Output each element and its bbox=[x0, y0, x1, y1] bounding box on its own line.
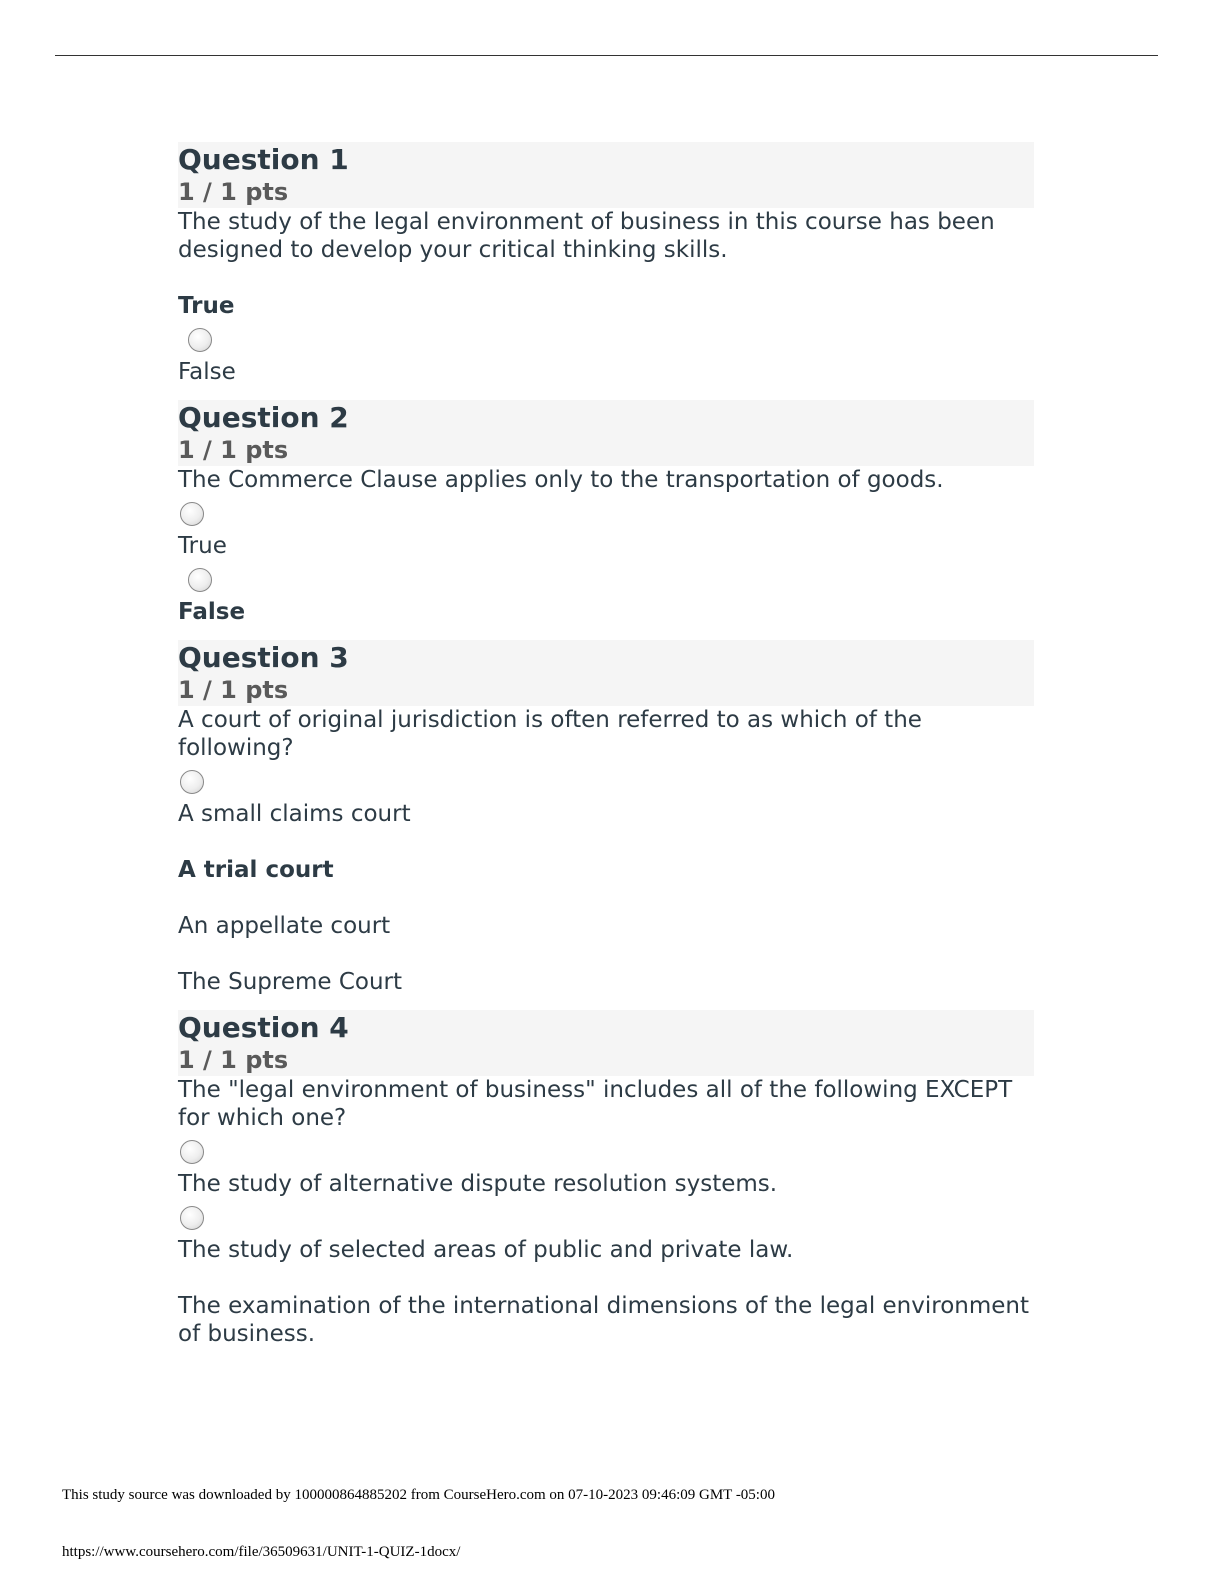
question-title: Question 4 bbox=[178, 1011, 349, 1044]
question-header bbox=[178, 400, 1034, 466]
answer-option: A trial court bbox=[178, 857, 334, 883]
answer-option: The study of alternative dispute resolution systems. bbox=[178, 1171, 778, 1197]
question-text: The "legal environment of business" includes all of the following EXCEPT for which one? bbox=[178, 1077, 1013, 1131]
question-points: 1 / 1 pts bbox=[178, 178, 289, 206]
question-2 bbox=[178, 400, 1034, 626]
footer-url-line: https://www.coursehero.com/file/36509631/UNIT-1-QUIZ-1docx/ bbox=[62, 1544, 461, 1560]
radio-button[interactable] bbox=[180, 1206, 204, 1230]
answer-option: The study of selected areas of public and private law. bbox=[178, 1237, 794, 1263]
answer-option: False bbox=[178, 359, 236, 385]
answer-option: A small claims court bbox=[178, 801, 411, 827]
question-points: 1 / 1 pts bbox=[178, 1046, 289, 1074]
question-title: Question 3 bbox=[178, 641, 349, 674]
radio-button[interactable] bbox=[188, 568, 212, 592]
question-title: Question 1 bbox=[178, 143, 349, 176]
answer-option: False bbox=[178, 599, 246, 625]
question-text: The Commerce Clause applies only to the transportation of goods. bbox=[178, 467, 944, 493]
question-points: 1 / 1 pts bbox=[178, 436, 289, 464]
quiz-content bbox=[178, 142, 1034, 1348]
question-header bbox=[178, 1010, 1034, 1076]
top-rule bbox=[55, 55, 1158, 56]
question-header bbox=[178, 142, 1034, 208]
answer-option: True bbox=[178, 533, 227, 559]
radio-button[interactable] bbox=[180, 1140, 204, 1164]
question-header bbox=[178, 640, 1034, 706]
question-text: The study of the legal environment of business in this course has been designed to develop your critical thinking skills. bbox=[178, 209, 995, 263]
radio-button[interactable] bbox=[180, 770, 204, 794]
footer-source-line: This study source was downloaded by 100000864885202 from CourseHero.com on 07-10-2023 09:46:09 GMT -05:00 bbox=[62, 1487, 775, 1503]
question-text: A court of original jurisdiction is often referred to as which of the following? bbox=[178, 707, 922, 761]
answer-option: The examination of the international dimensions of the legal environment of business. bbox=[178, 1293, 1030, 1347]
answer-option: An appellate court bbox=[178, 913, 391, 939]
answer-option: True bbox=[178, 293, 235, 319]
question-points: 1 / 1 pts bbox=[178, 676, 289, 704]
radio-button[interactable] bbox=[188, 328, 212, 352]
question-title: Question 2 bbox=[178, 401, 349, 434]
question-4 bbox=[178, 1010, 1034, 1348]
question-3 bbox=[178, 640, 1034, 996]
radio-button[interactable] bbox=[180, 502, 204, 526]
question-1 bbox=[178, 142, 1034, 386]
answer-option: The Supreme Court bbox=[178, 969, 403, 995]
